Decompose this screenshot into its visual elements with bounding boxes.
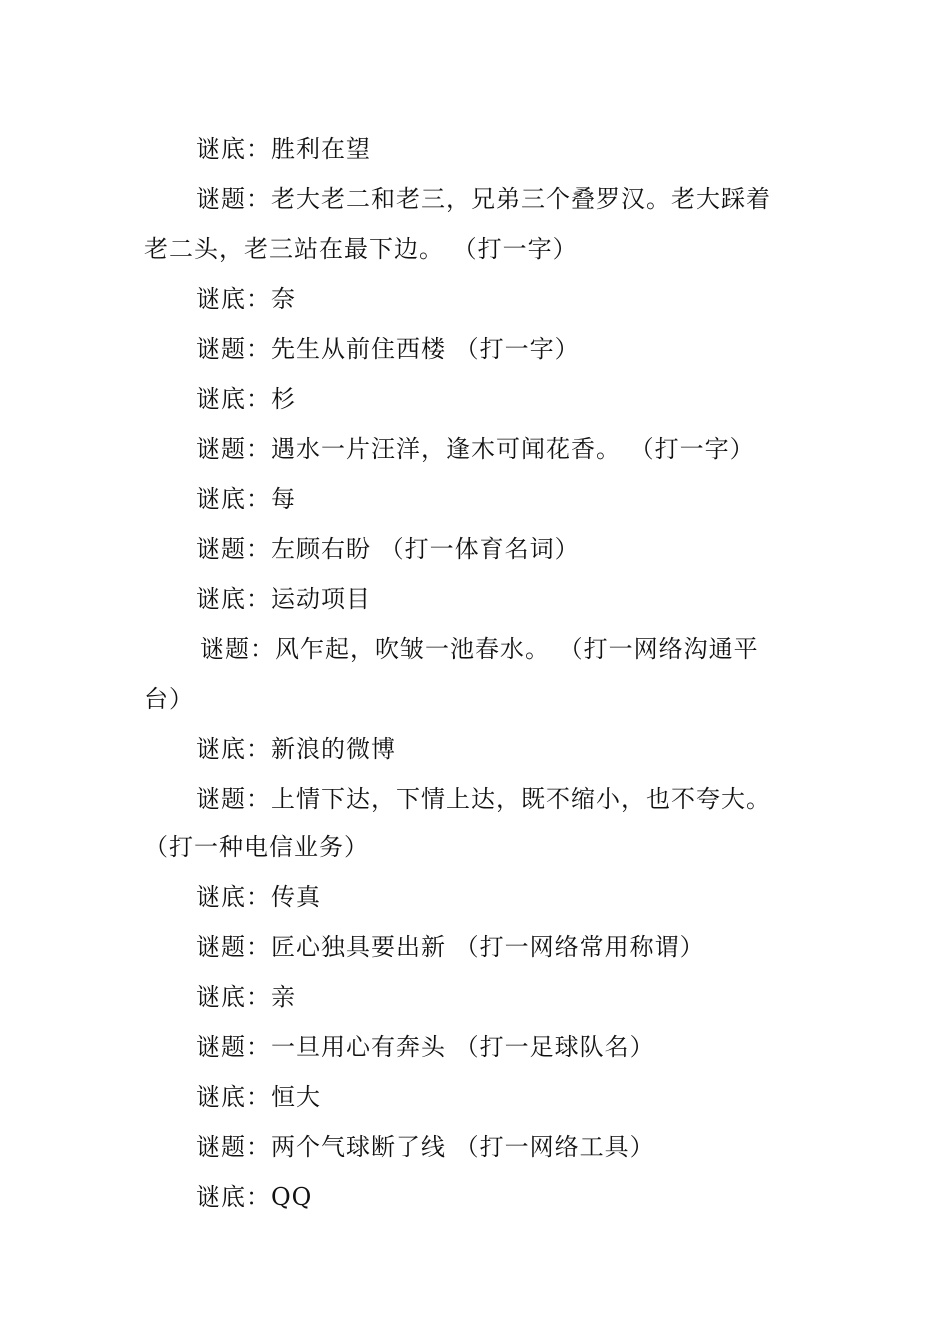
riddle-line: 谜题：匠心独具要出新 （打一网络常用称谓） xyxy=(196,933,705,961)
answer-line: 谜底：奈 xyxy=(196,285,296,313)
riddle-line: 谜题：左顾右盼 （打一体育名词） xyxy=(196,535,580,563)
riddle-continuation-line: （打一种电信业务） xyxy=(144,833,369,861)
answer-line: 谜底：胜利在望 xyxy=(196,135,371,163)
answer-line: 谜底：传真 xyxy=(196,883,321,911)
riddle-line: 谜题：上情下达，下情上达，既不缩小，也不夸大。 xyxy=(196,785,771,813)
answer-line: 谜底：亲 xyxy=(196,983,296,1011)
answer-line: 谜底：杉 xyxy=(196,385,296,413)
riddle-line: 谜题：老大老二和老三，兄弟三个叠罗汉。老大踩着 xyxy=(196,185,771,213)
answer-line: 谜底：QQ xyxy=(196,1183,313,1211)
answer-line: 谜底：恒大 xyxy=(196,1083,321,1111)
riddle-line: 谜题：风乍起，吹皱一池春水。 （打一网络沟通平 xyxy=(200,635,759,663)
answer-line: 谜底：每 xyxy=(196,485,296,513)
answer-line: 谜底：运动项目 xyxy=(196,585,371,613)
riddle-line: 谜题：一旦用心有奔头 （打一足球队名） xyxy=(196,1033,655,1061)
riddle-continuation-line: 台） xyxy=(144,685,194,713)
riddle-line: 谜题：两个气球断了线 （打一网络工具） xyxy=(196,1133,655,1161)
riddle-line: 谜题：先生从前住西楼 （打一字） xyxy=(196,335,580,363)
riddle-continuation-line: 老二头，老三站在最下边。 （打一字） xyxy=(144,235,578,263)
riddle-line: 谜题：遇水一片汪洋，逢木可闻花香。 （打一字） xyxy=(196,435,755,463)
answer-line: 谜底：新浪的微博 xyxy=(196,735,396,763)
